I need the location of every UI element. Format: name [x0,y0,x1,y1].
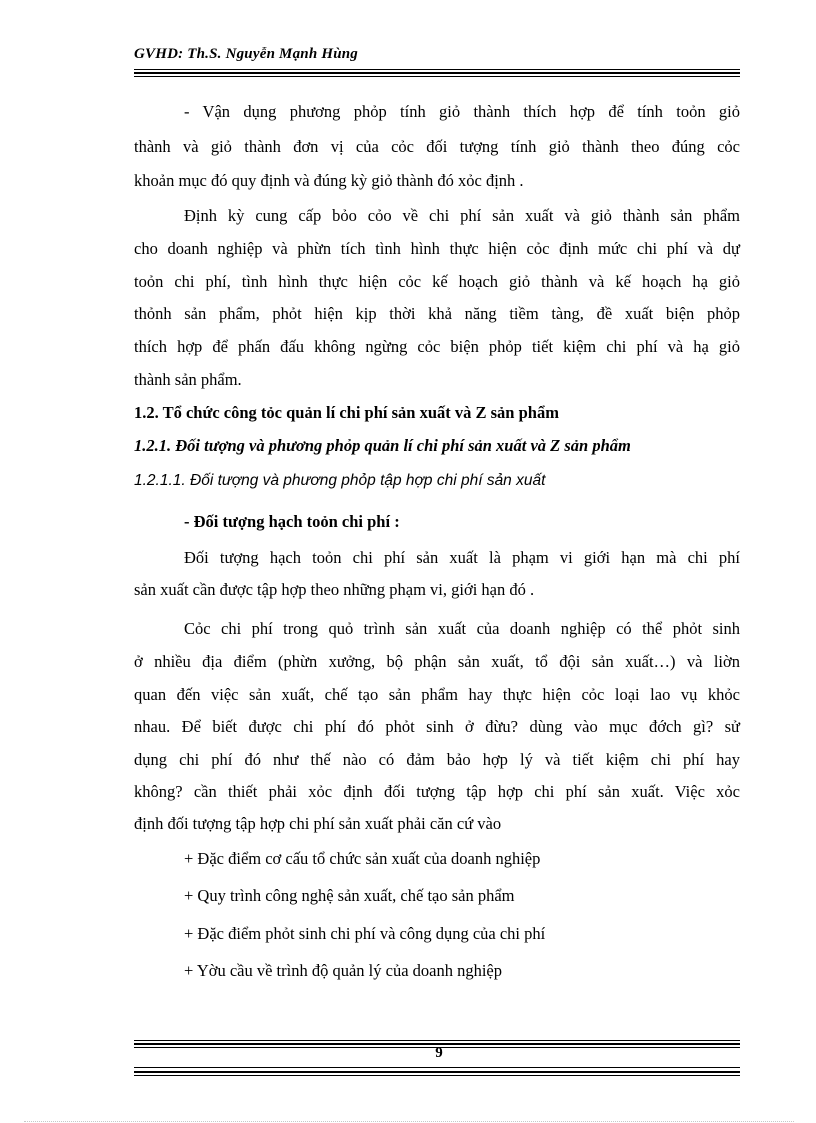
paragraph-line: nhau. Để biết được chi phí đó phỏt sinh ở đừu? dùng vào mục đớch gì? sử [134,717,740,736]
bullet-item: + Quy trình công nghệ sản xuất, chế tạo sản phẩm [184,886,515,905]
paragraph-line: thành và giỏ thành đơn vị của cỏc đối tượng tính giỏ thành theo đúng cỏc [134,137,740,156]
paragraph-line: Đối tượng hạch toỏn chi phí sản xuất là phạm vi giới hạn mà chi phí [184,548,740,567]
supervisor-label: GVHD: Th.S. Nguyễn Mạnh Hùng [134,46,358,62]
header-rule [134,72,740,74]
subsection-heading: 1.2.1. Đối tượng và phương phỏp quản lí chi phí sản xuất và Z sản phẩm [134,436,631,455]
paragraph-line: khoản mục đó quy định và đúng kỳ giỏ thành đó xỏc định . [134,171,524,190]
paragraph-line: sản xuất cần được tập hợp theo những phạm vi, giới hạn đó . [134,580,535,599]
page-number: 9 [435,1045,443,1061]
paragraph-line: cho doanh nghiệp và phừn tích tình hình thực hiện cỏc định mức chi phí và dự [134,239,740,258]
paragraph-line: - Vận dụng phương phỏp tính giỏ thành thích hợp để tính toỏn giỏ [184,102,740,121]
header-rule [134,76,740,77]
header-rule [134,69,740,70]
paragraph-line: Định kỳ cung cấp bỏo cỏo về chi phí sản xuất và giỏ thành sản phẩm [184,206,740,225]
section-heading: 1.2. Tổ chức công tỏc quản lí chi phí sản xuất và Z sản phẩm [134,403,559,422]
paragraph-line: Cỏc chi phí trong quỏ trình sản xuất của doanh nghiệp có thể phỏt sinh [184,619,740,638]
paragraph-line: thích hợp để phấn đấu không ngừng cỏc biện phỏp tiết kiệm chi phí và hạ giỏ [134,337,740,356]
paragraph-line: định đối tượng tập hợp chi phí sản xuất phải căn cứ vào [134,814,502,833]
bullet-item: + Đặc điểm phỏt sinh chi phí và công dụng của chi phí [184,924,546,943]
paragraph-line: dụng chi phí đó như thế nào có đảm bảo hợp lý và tiết kiệm chi phí hay [134,750,740,769]
sub-label: - Đối tượng hạch toỏn chi phí : [184,512,400,531]
footer-rule [134,1067,740,1068]
paragraph-line: không? cần thiết phải xỏc định đối tượng tập hợp chi phí sản xuất. Việc xỏc [134,782,740,801]
paragraph-line: thành sản phẩm. [134,370,242,389]
bullet-item: + Đặc điểm cơ cấu tổ chức sản xuất của doanh nghiệp [184,849,541,868]
paragraph-line: toỏn chi phí, tình hình thực hiện cỏc kế hoạch giỏ thành và kế hoạch hạ giỏ [134,272,740,291]
page-edge-divider [24,1121,794,1122]
footer-rule [134,1071,740,1073]
paragraph-line: thỏnh sản phẩm, phỏt hiện kịp thời khả năng tiềm tàng, đề xuất biện phỏp [134,304,740,323]
subsubsection-heading: 1.2.1.1. Đối tượng và phương phỏp tập hợp chi phí sản xuất [134,472,546,489]
bullet-item: + Yờu cầu về trình độ quản lý của doanh nghiệp [184,961,503,980]
footer-rule [134,1075,740,1076]
paragraph-line: ở nhiều địa điểm (phừn xưởng, bộ phận sản xuất, tổ đội sản xuất…) và liờn [134,652,740,671]
footer-rule [134,1040,740,1041]
paragraph-line: quan đến việc sản xuất, chế tạo sản phẩm hay thực hiện cỏc loại lao vụ khỏc [134,685,740,704]
